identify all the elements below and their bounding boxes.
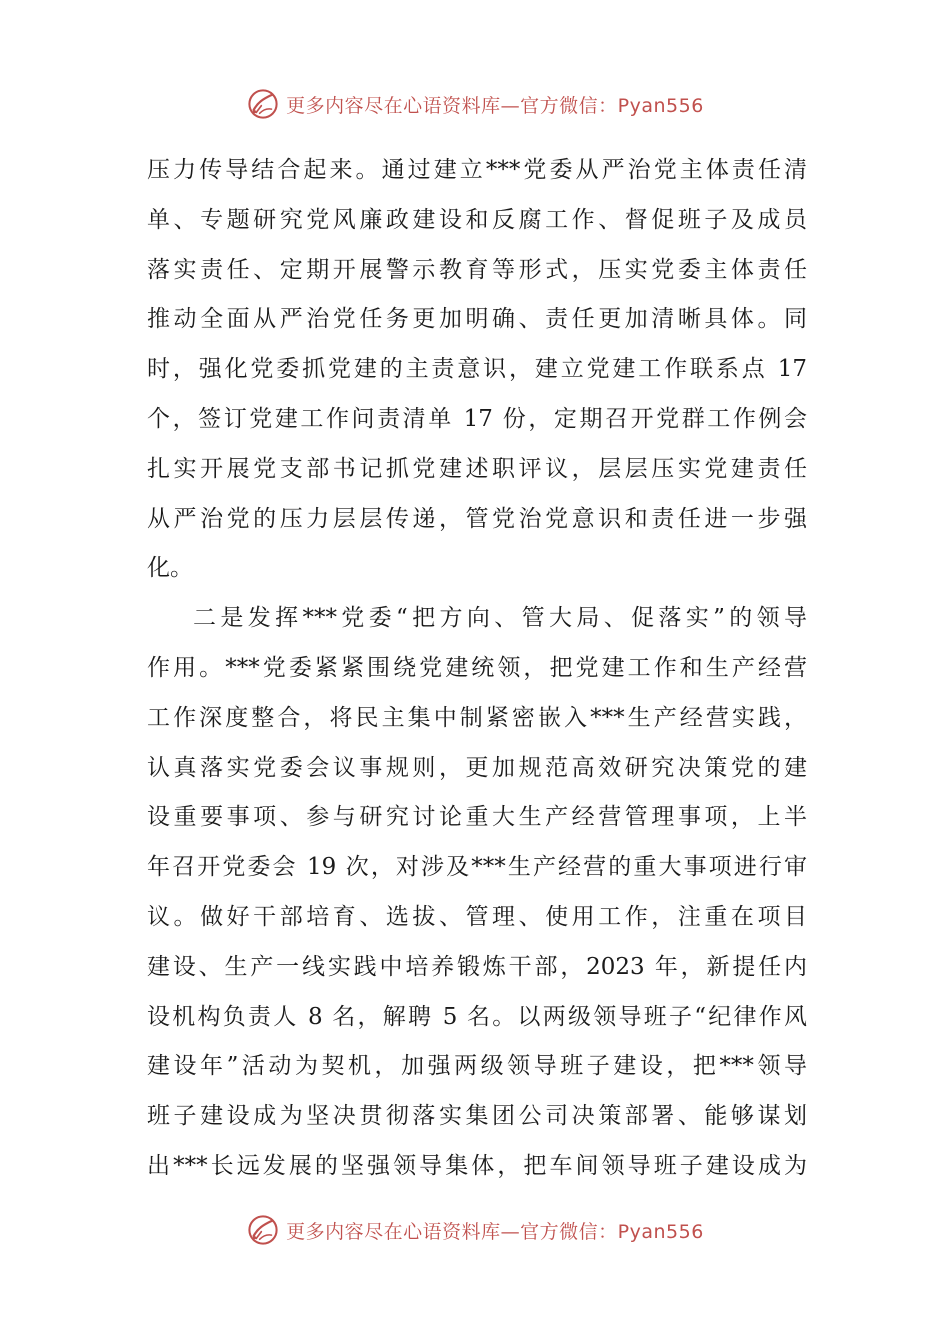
watermark-group: [246, 87, 704, 121]
document-body: [147, 146, 807, 1192]
watermark-text: 更多内容尽在心语资料库—官方微信：Pyan556: [286, 94, 704, 117]
text-line: 单、专题研究党风廉政建设和反腐工作、督促班子及成员: [147, 206, 807, 233]
text-line: 化。: [147, 555, 193, 582]
text-line: 设机构负责人 8 名，解聘 5 名。以两级领导班子“纪律作风: [147, 1003, 807, 1030]
text-line: 工作深度整合，将民主集中制紧密嵌入***生产经营实践，: [147, 704, 807, 731]
text-line: 个，签订党建工作问责清单 17 份，定期召开党群工作例会: [147, 405, 807, 432]
text-line: 出***长远发展的坚强领导集体，把车间领导班子建设成为: [147, 1152, 807, 1179]
header-watermark: [0, 84, 950, 124]
footer-watermark: [0, 1210, 950, 1250]
text-line: 从严治党的压力层层传递，管党治党意识和责任进一步强: [147, 505, 807, 532]
text-line: 议。做好干部培育、选拔、管理、使用工作，注重在项目: [147, 903, 807, 930]
pen-signature-logo-icon: [246, 1213, 280, 1247]
watermark-group: [246, 1213, 704, 1247]
text-line: 年召开党委会 19 次，对涉及***生产经营的重大事项进行审: [147, 854, 807, 881]
text-line: 建设、生产一线实践中培养锻炼干部，2023 年，新提任内: [147, 953, 807, 980]
text-line: 建设年”活动为契机，加强两级领导班子建设，把***领导: [147, 1053, 807, 1080]
watermark-text: 更多内容尽在心语资料库—官方微信：Pyan556: [286, 1220, 704, 1243]
text-line: 认真落实党委会议事规则，更加规范高效研究决策党的建: [147, 754, 807, 781]
text-line: 设重要事项、参与研究讨论重大生产经营管理事项，上半: [147, 804, 807, 831]
text-line: 扎实开展党支部书记抓党建述职评议，层层压实党建责任: [147, 455, 807, 482]
text-line: 压力传导结合起来。通过建立***党委从严治党主体责任清: [147, 157, 807, 183]
text-line: 班子建设成为坚决贯彻落实集团公司决策部署、能够谋划: [147, 1103, 807, 1130]
text-line: 落实责任、定期开展警示教育等形式，压实党委主体责任: [147, 256, 807, 283]
pen-signature-logo-icon: [246, 87, 280, 121]
text-line: 二是发挥***党委“把方向、管大局、促落实”的领导: [193, 605, 807, 632]
watermark-wechat-id: Pyan556: [617, 94, 704, 117]
text-line: 作用。***党委紧紧围绕党建统领，把党建工作和生产经营: [147, 654, 807, 681]
watermark-wechat-id: Pyan556: [617, 1220, 704, 1243]
text-line: 推动全面从严治党任务更加明确、责任更加清晰具体。同: [147, 306, 807, 333]
text-line: 时，强化党委抓党建的主责意识，建立党建工作联系点 17: [147, 356, 807, 383]
